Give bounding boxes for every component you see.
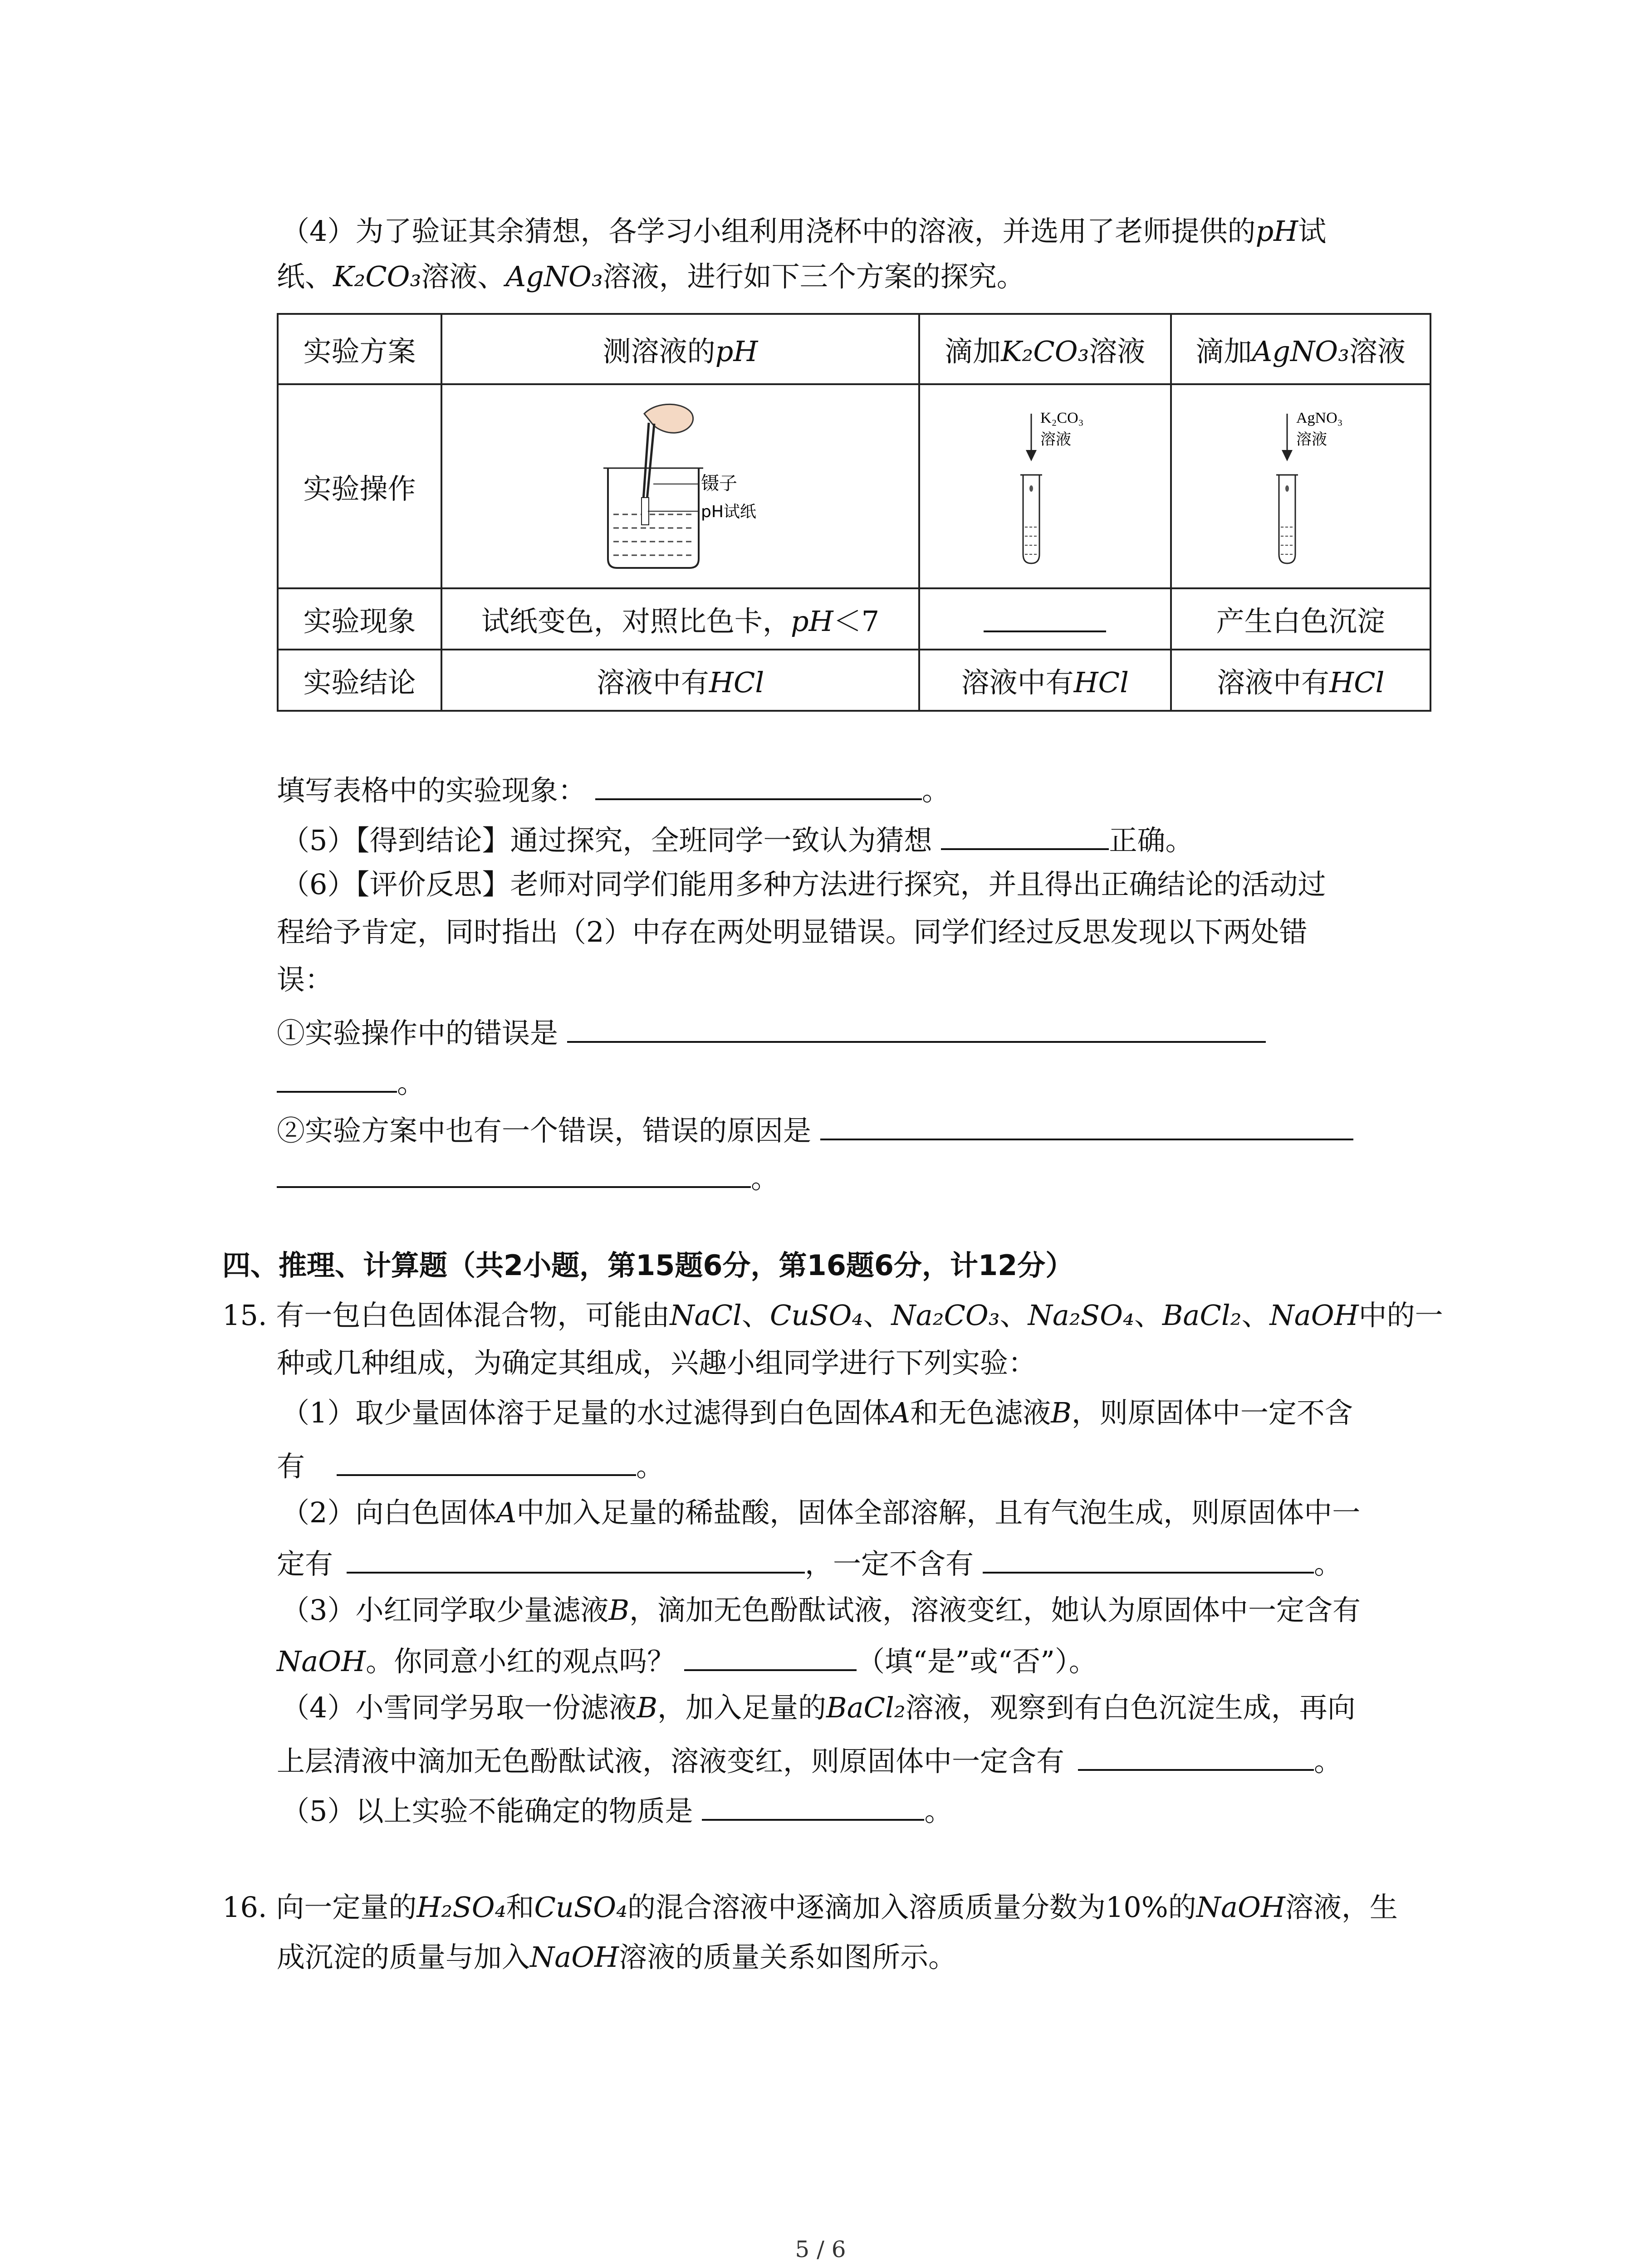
q15-part1-line2: 有 。 xyxy=(277,1442,664,1487)
agno3-illustration xyxy=(1171,384,1430,588)
row-label: 实验结论 xyxy=(278,650,441,711)
k2co3-label: K₂CO₃ xyxy=(1040,410,1084,426)
conclusion-cell: 溶液中有HCl xyxy=(919,650,1171,711)
answer-blank[interactable] xyxy=(941,816,1109,850)
error2-line: ②实验方案中也有一个错误，错误的原因是 xyxy=(277,1107,1353,1151)
ph-test-illustration xyxy=(441,384,919,588)
conclusion-cell: 溶液中有HCl xyxy=(1171,650,1430,711)
error1-continuation: 。 xyxy=(277,1059,425,1104)
table-row xyxy=(278,314,1430,384)
q4-intro-line2: 纸、K₂CO₃溶液、AgNO₃溶液，进行如下三个方案的探究。 xyxy=(277,260,1025,293)
row-label: 实验操作 xyxy=(278,384,441,588)
answer-blank[interactable] xyxy=(820,1107,1353,1140)
k2co3-illustration xyxy=(919,384,1171,588)
answer-blank[interactable] xyxy=(983,1540,1314,1574)
k2co3-solution-label: 溶液 xyxy=(1040,430,1072,449)
plan-agno3-cell: 滴加AgNO₃溶液 xyxy=(1171,314,1430,384)
answer-blank[interactable] xyxy=(984,599,1106,632)
q6-line1: （6）【评价反思】老师对同学们能用多种方法进行探究，并且得出正确结论的活动过 xyxy=(281,868,1326,901)
q15-part4-line2: 上层清液中滴加无色酚酞试液，溶液变红，则原固体中一定含有 。 xyxy=(277,1737,1342,1782)
q6-line2: 程给予肯定，同时指出（2）中存在两处明显错误。同学们经过反思发现以下两处错 xyxy=(277,915,1308,948)
q15-part1: （1）取少量固体溶于足量的水过滤得到白色固体A和无色滤液B，则原固体中一定不含 xyxy=(281,1396,1353,1429)
q15-part2: （2）向白色固体A中加入足量的稀盐酸，固体全部溶解，且有气泡生成，则原固体中一 xyxy=(281,1496,1361,1529)
test-tube-k2co3-illustration xyxy=(954,396,1136,577)
tweezers-label: 镊子 xyxy=(700,473,737,494)
q16-line1: 16. 向一定量的H₂SO₄和CuSO₄的混合溶液中逐滴加入溶质质量分数为10%的NaOH溶液，生 xyxy=(222,1891,1398,1924)
section-heading: 四、推理、计算题（共2小题，第15题6分，第16题6分，计12分） xyxy=(222,1249,1074,1282)
ph-paper-label: pH试纸 xyxy=(700,503,756,521)
q6-line3: 误： xyxy=(277,963,333,996)
q15-part2-line2: 定有 ，一定不含有 。 xyxy=(277,1540,1342,1584)
phenomenon-k2co3-cell xyxy=(919,588,1171,650)
answer-blank[interactable] xyxy=(1078,1737,1314,1771)
q15-line1: 15. 有一包白色固体混合物，可能由NaCl、CuSO₄、Na₂CO₃、Na₂SO₄、BaCl₂、NaOH中的一 xyxy=(222,1299,1443,1332)
beaker-tweezers-illustration xyxy=(590,396,771,577)
q15-part3-line2: NaOH。你同意小红的观点吗？ （填“是”或“否”）。 xyxy=(277,1637,1097,1682)
row-label: 实验方案 xyxy=(278,314,441,384)
q5-line: （5）【得到结论】通过探究，全班同学一致认为猜想 正确。 xyxy=(281,816,1193,861)
agno3-label: AgNO₃ xyxy=(1296,410,1343,426)
page-number: 5 / 6 xyxy=(795,2236,846,2263)
answer-blank[interactable] xyxy=(567,1009,1266,1043)
plan-k2co3-cell: 滴加K₂CO₃溶液 xyxy=(919,314,1171,384)
q15-part3: （3）小红同学取少量滤液B，滴加无色酚酞试液，溶液变红，她认为原固体中一定含有 xyxy=(281,1593,1361,1627)
table-row xyxy=(278,650,1430,711)
q16-line2: 成沉淀的质量与加入NaOH溶液的质量关系如图所示。 xyxy=(277,1941,957,1974)
q15-part4: （4）小雪同学另取一份滤液B，加入足量的BaCl₂溶液，观察到有白色沉淀生成，再向 xyxy=(281,1691,1356,1724)
answer-blank[interactable] xyxy=(684,1637,857,1671)
answer-blank[interactable] xyxy=(277,1059,397,1093)
experiment-table xyxy=(277,313,1431,712)
q15-line2: 种或几种组成，为确定其组成，兴趣小组同学进行下列实验： xyxy=(277,1346,1037,1379)
phenomenon-agno3-cell: 产生白色沉淀 xyxy=(1171,588,1430,650)
error2-continuation: 。 xyxy=(277,1154,779,1199)
q15-part5: （5）以上实验不能确定的物质是 。 xyxy=(281,1787,952,1832)
test-tube-agno3-illustration xyxy=(1210,396,1391,577)
table-row xyxy=(278,588,1430,650)
agno3-solution-label: 溶液 xyxy=(1296,430,1327,449)
answer-blank[interactable] xyxy=(277,1154,751,1188)
fill-phenomenon-line: 填写表格中的实验现象： 。 xyxy=(277,767,950,811)
error1-line: ①实验操作中的错误是 xyxy=(277,1009,1266,1054)
conclusion-cell: 溶液中有HCl xyxy=(441,650,919,711)
plan-ph-cell: 测溶液的pH xyxy=(441,314,919,384)
phenomenon-ph-cell: 试纸变色，对照比色卡，pH＜7 xyxy=(441,588,919,650)
answer-blank[interactable] xyxy=(595,767,922,800)
q4-intro-line1: （4）为了验证其余猜想，各学习小组利用浇杯中的溶液，并选用了老师提供的pH试 xyxy=(281,215,1327,248)
answer-blank[interactable] xyxy=(702,1787,924,1821)
answer-blank[interactable] xyxy=(337,1442,636,1476)
row-label: 实验现象 xyxy=(278,588,441,650)
table-row xyxy=(278,384,1430,588)
answer-blank[interactable] xyxy=(347,1540,805,1574)
